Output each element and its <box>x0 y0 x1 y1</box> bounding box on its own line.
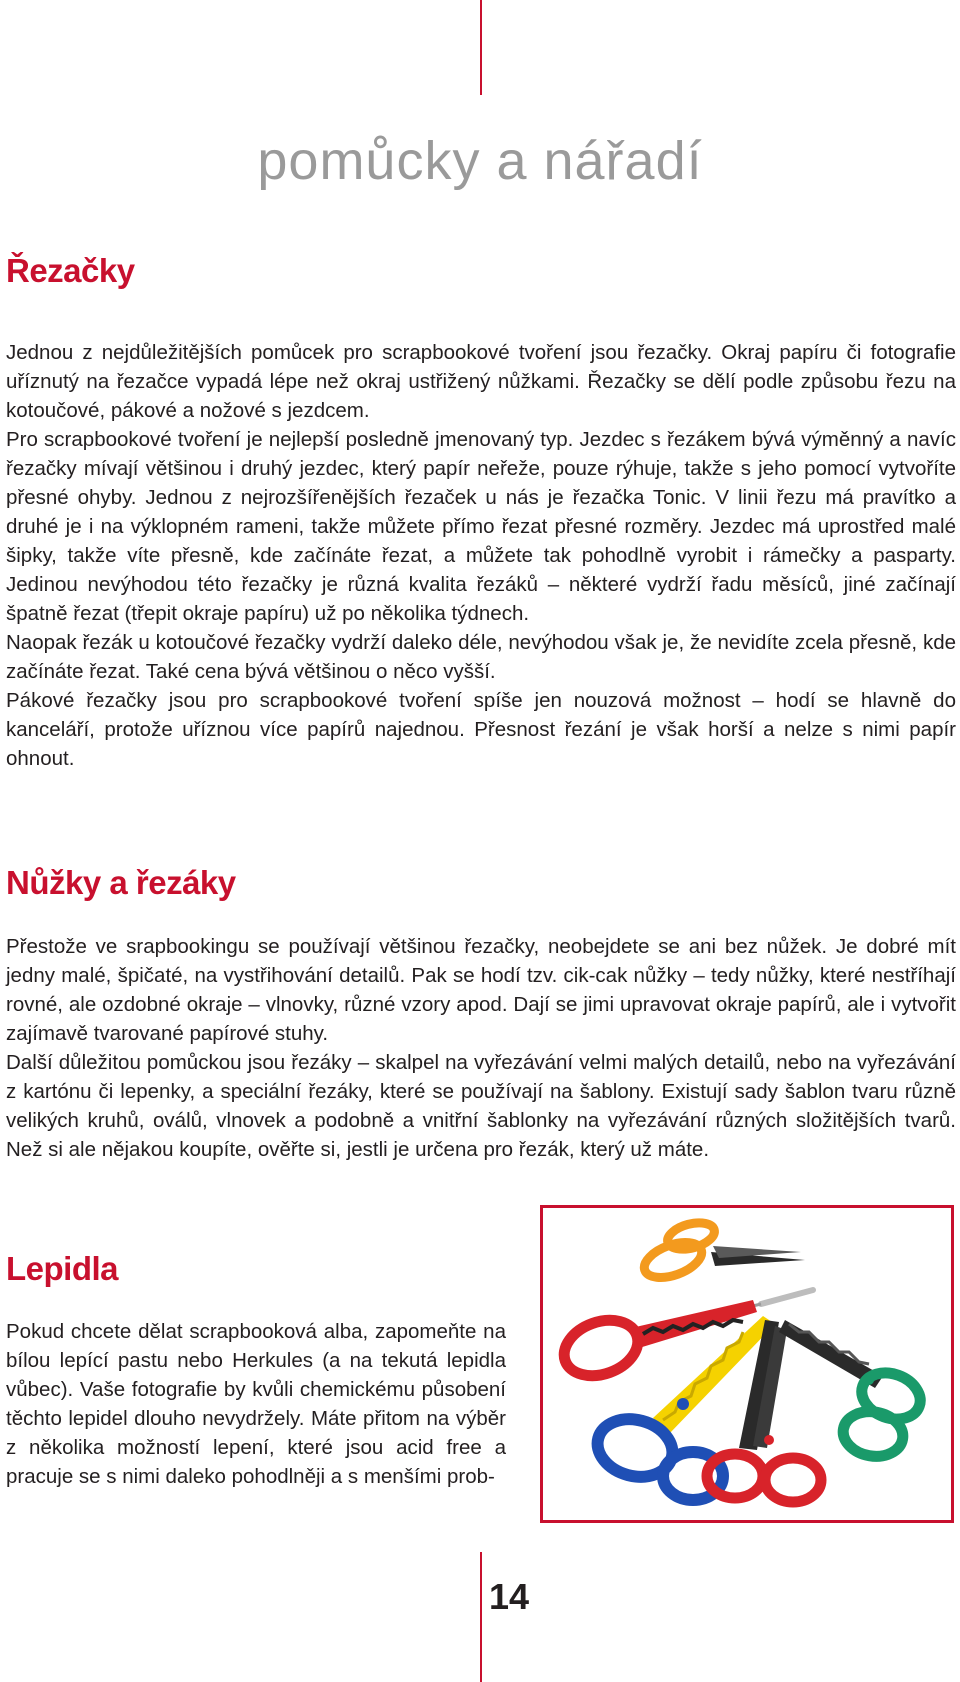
section-body-rezacky <box>6 338 956 773</box>
scissors-photo <box>540 1205 954 1523</box>
section-body-lepidla <box>6 1317 506 1491</box>
section-heading-nuzky: Nůžky a řezáky <box>6 864 236 901</box>
top-divider-line <box>480 0 482 95</box>
paragraph: Další důležitou pomůckou jsou řezáky – skalpel na vyřezávání velmi malých detailů, nebo na vyřezávání z kartónu či lepenky, a speciální řezáky, které se používají na šablony. Existují sady šablon tvaru různě velikých kruhů, oválů, vlnovek a podobně a vnitřní šablonky na vyřezávání různých složitějších tvarů. Než si ale nějakou koupíte, ověřte si, jestli je určena pro řezák, který už máte. <box>6 1051 956 1161</box>
scissors-illustration <box>543 1208 951 1520</box>
paragraph: Přestože ve srapbookingu se používají většinou řezačky, neobejdete se ani bez nůžek. Je dobré mít jedny malé, špičaté, na vystřihování detailů. Pak se hodí tzv. cik-cak nůžky – tedy nůžky, které nestříhají rovné, ale ozdobné okraje – vlnovky, různé vzory apod. Dají se jimi upravovat okraje papírů, ale i vytvořit zajímavě tvarované papírové stuhy. <box>6 935 956 1045</box>
section-heading-lepidla: Lepidla <box>6 1250 119 1287</box>
paragraph: Pokud chcete dělat scrapbooková alba, zapomeňte na bílou lepící pastu nebo Herkules (a na tekutá lepidla vůbec). Vaše fotografie by kvůli chemickému působení těchto lepidel dlouho nevydržely. Máte přitom na výběr z několika možností lepení, které jsou acid free a pracuje se s nimi daleko pohodlněji a s menšími prob- <box>6 1320 506 1488</box>
page-number: 14 <box>489 1576 530 1617</box>
section-body-nuzky <box>6 932 956 1164</box>
paragraph: Pro scrapbookové tvoření je nejlepší posledně jmenovaný typ. Jezdec s řezákem bývá výměnný a navíc řezačky mívají většinou i druhý jezdec, který papír neřeže, pouze rýhuje, takže s jeho pomocí vytvoříte přesné ohyby. Jednou z nejrozšířenějších řezaček u nás je řezačka Tonic. V linii řezu má pravítko a druhé je i na výklopném rameni, takže můžete přímo řezat přesné rozměry. Jezdec má uprostřed malé šipky, takže víte přesně, kde začínáte řezat, a můžete tak pohodlně vyrobit i rámečky a pasparty. Jedinou nevýhodou této řezačky je různá kvalita řezáků – některé vydrží řadu měsíců, jiné začínají špatně řezat (třepit okraje papíru) už po několika týdnech. <box>6 428 956 625</box>
paragraph: Pákové řezačky jsou pro scrapbookové tvoření spíše jen nouzová možnost – hodí se hlavně do kanceláří, protože uříznou více papírů najednou. Přesnost řezání je však horší a nelze s nimi papír ohnout. <box>6 689 956 770</box>
section-heading-rezacky: Řezačky <box>6 252 135 289</box>
paragraph: Jednou z nejdůležitějších pomůcek pro scrapbookové tvoření jsou řezačky. Okraj papíru či fotografie uříznutý na řezačce vypadá lépe než okraj ustřižený nůžkami. Řezačky se dělí podle způsobu řezu na kotoučové, pákové a nožové s jezdcem. <box>6 341 956 422</box>
page-title: pomůcky a nářadí <box>257 131 703 191</box>
bottom-divider-line <box>480 1552 482 1682</box>
paragraph: Naopak řezák u kotoučové řezačky vydrží daleko déle, nevýhodou však je, že nevidíte zcela přesně, kde začínáte řezat. Také cena bývá většinou o něco vyšší. <box>6 631 956 683</box>
